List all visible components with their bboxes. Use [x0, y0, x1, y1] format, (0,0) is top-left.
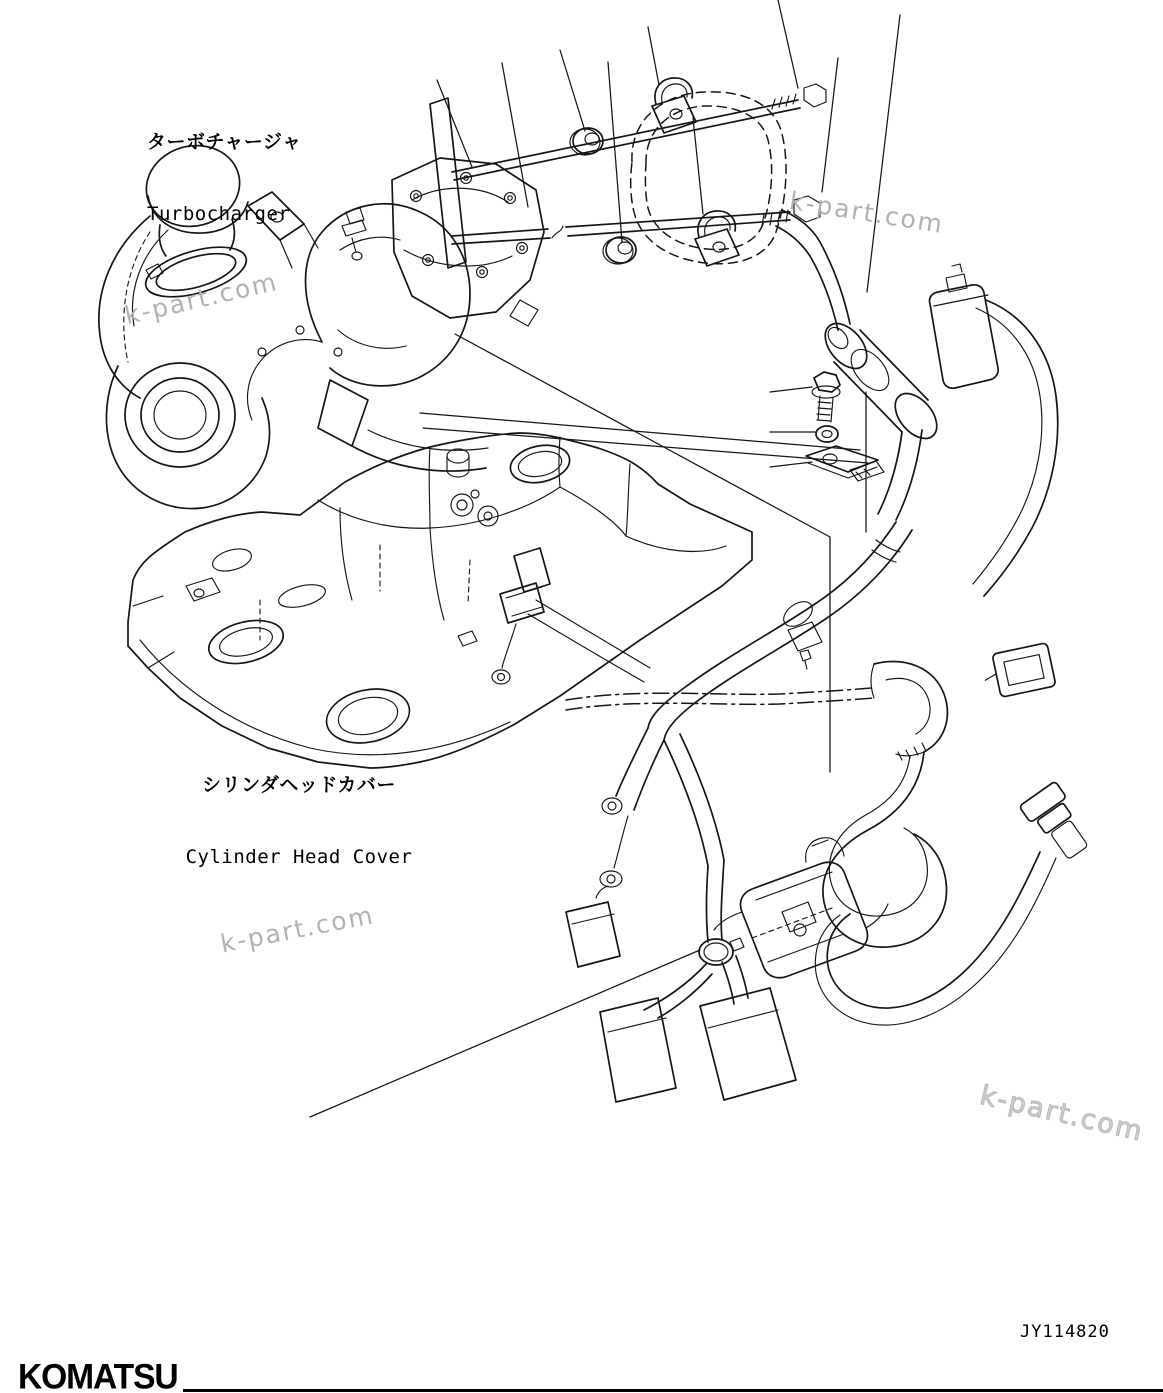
- filler-cap-icon: [507, 440, 573, 488]
- sensor-connector: [458, 548, 550, 684]
- connector-boot: [700, 988, 796, 1100]
- cylinder-head-cover-label-jp: シリンダヘッドカバー: [202, 774, 396, 796]
- tube-and-fastener-callouts: [430, 78, 850, 330]
- cylinder-head-cover-drawing: [128, 433, 752, 768]
- elbow-fitting: [871, 662, 947, 760]
- turbocharger-label-jp: ターボチャージャ: [147, 131, 302, 153]
- breather-ports: [451, 490, 498, 526]
- watermark: k-part.com: [977, 1080, 1147, 1148]
- bottom-valve-assembly: [714, 838, 888, 978]
- canister-component: [929, 264, 998, 388]
- heater-component: [817, 316, 945, 446]
- drawing-number: JY114820: [1020, 1322, 1110, 1342]
- watermark: k-part.com: [122, 266, 281, 331]
- komatsu-logo: KOMATSU: [18, 1358, 178, 1393]
- hose-loop-hidden: [631, 92, 786, 264]
- cylinder-head-cover-label-en: Cylinder Head Cover: [185, 846, 413, 868]
- washer-icon: [816, 426, 838, 442]
- clamp-icon: [695, 211, 739, 266]
- washer-icon: [570, 128, 603, 155]
- turbocharger-label-en: Turbocharger: [147, 203, 291, 225]
- harness-clamp: [779, 597, 822, 669]
- flag-connector: [980, 643, 1056, 700]
- flange-bolt-icon: [812, 372, 840, 422]
- leader-lines: [310, 0, 900, 1117]
- bolt-icon: [772, 84, 826, 109]
- cylinder-head-cover-label: [176, 725, 422, 917]
- connector-boot: [566, 886, 620, 967]
- bottom-border-line: [183, 1389, 1163, 1392]
- watermark: k-part.com: [787, 186, 947, 240]
- bracket-plate-icon: [806, 446, 884, 481]
- watermark: k-part.com: [218, 900, 377, 959]
- turbocharger-label: [147, 82, 302, 274]
- wiring-harness-drawing: [458, 264, 1096, 1102]
- right-connector: [1019, 781, 1096, 865]
- washer-icon: [603, 237, 636, 264]
